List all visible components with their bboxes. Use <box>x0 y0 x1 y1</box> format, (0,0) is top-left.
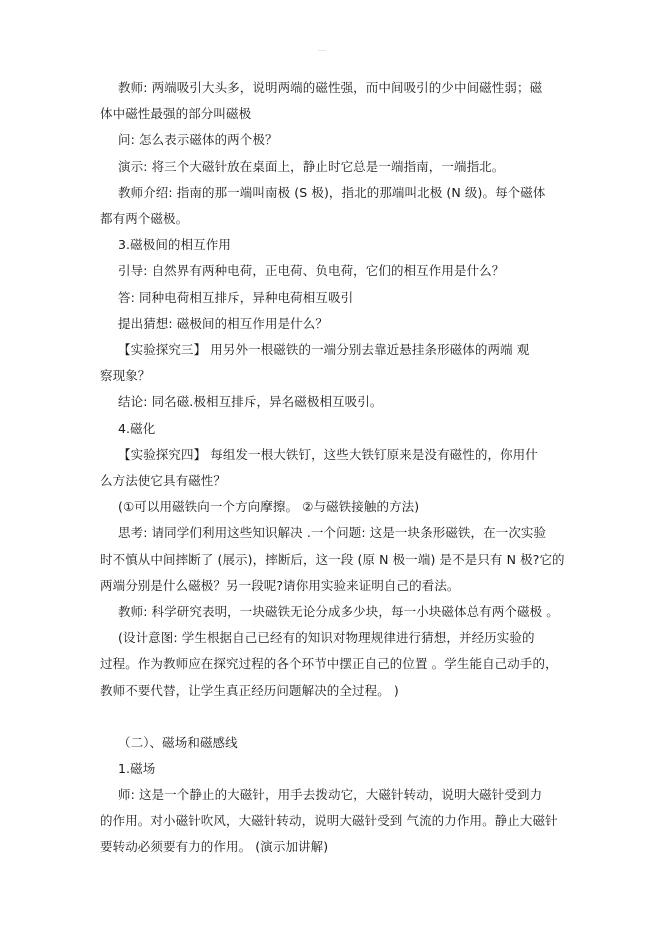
section-heading: 4.磁化 <box>118 421 156 436</box>
paragraph-line: 【实验探究三】 用另外一根磁铁的一端分别去靠近悬挂条形磁体的两端 观 <box>118 342 530 357</box>
paragraph-line: 引导: 自然界有两种电荷，正电荷、负电荷，它们的相互作用是什么？ <box>118 263 505 278</box>
paragraph-line: 【实验探究四】 每组发一根大铁钉，这些大铁钉原来是没有磁性的，你用什 <box>118 447 538 462</box>
paragraph-line: 师: 这是一个静止的大磁针，用手去拨动它，大磁针转动，说明大磁针受到力 <box>118 787 543 802</box>
paragraph-line: 要转动必须要有力的作用。 (演示加讲解) <box>100 839 329 854</box>
paragraph-line: 教师介绍: 指南的那一端叫南极 (S 极)，指北的那端叫北极 (N 级)。每个磁体 <box>118 185 546 200</box>
paragraph-line: 过程。作为教师应在探究过程的各个环节中摆正自己的位置 。学生能自己动手的， <box>100 656 558 671</box>
paragraph-line: 么方法使它具有磁性？ <box>100 473 227 488</box>
paragraph-line: 结论: 同名磁.极相互排斥，异名磁极相互吸引。 <box>118 394 383 409</box>
paragraph-line: 时不慎从中间摔断了 (展示)，摔断后，这一段 (原 N 极一端) 是不是只有 N 极?它的 <box>100 552 565 567</box>
section-heading: 1.磁场 <box>118 761 156 776</box>
section-heading: （二）、磁场和磁感线 <box>118 735 238 750</box>
paragraph-line: 教师不要代替，让学生真正经历问题解决的全过程。 ) <box>100 683 399 698</box>
paragraph-line: 的作用。对小磁针吹风，大磁针转动，说明大磁针受到 气流的力作用。静止大磁针 <box>100 813 558 828</box>
paragraph-line: 答: 同种电荷相互排斥，异种电荷相互吸引 <box>118 290 354 305</box>
paragraph-line: 教师: 两端吸引大头多，说明两端的磁性强，而中间吸引的少中间磁性弱；磁 <box>118 80 543 95</box>
paragraph-line: (设计意图: 学生根据自己已经有的知识对物理规律进行猜想，并经历实验的 <box>118 630 535 645</box>
section-heading: 3.磁极间的相互作用 <box>118 237 231 252</box>
paragraph-line: 教师: 科学研究表明，一块磁铁无论分成多少块，每一小块磁体总有两个磁极 。 <box>118 604 559 619</box>
paragraph-line: 察现象？ <box>100 368 151 383</box>
scan-mark <box>318 50 326 54</box>
paragraph-line: 演示: 将三个大磁针放在桌面上，静止时它总是一端指南，一端指北。 <box>118 159 505 174</box>
paragraph-line: 提出猜想: 磁极间的相互作用是什么？ <box>118 316 328 331</box>
paragraph-line: 体中磁性最强的部分叫磁极 <box>100 106 252 121</box>
paragraph-line: 两端分别是什么磁极？另一段呢?请你用实验来证明自己的看法。 <box>100 578 460 593</box>
paragraph-line: 思考: 请同学们利用这些知识解决 .一个问题: 这是一块条形磁铁，在一次实验 <box>118 525 547 540</box>
paragraph-line: (①可以用磁铁向一个方向摩擦。 ②与磁铁接触的方法) <box>118 499 420 514</box>
paragraph-line: 问: 怎么表示磁体的两个极？ <box>118 132 278 147</box>
paragraph-line: 都有两个磁极。 <box>100 211 189 226</box>
